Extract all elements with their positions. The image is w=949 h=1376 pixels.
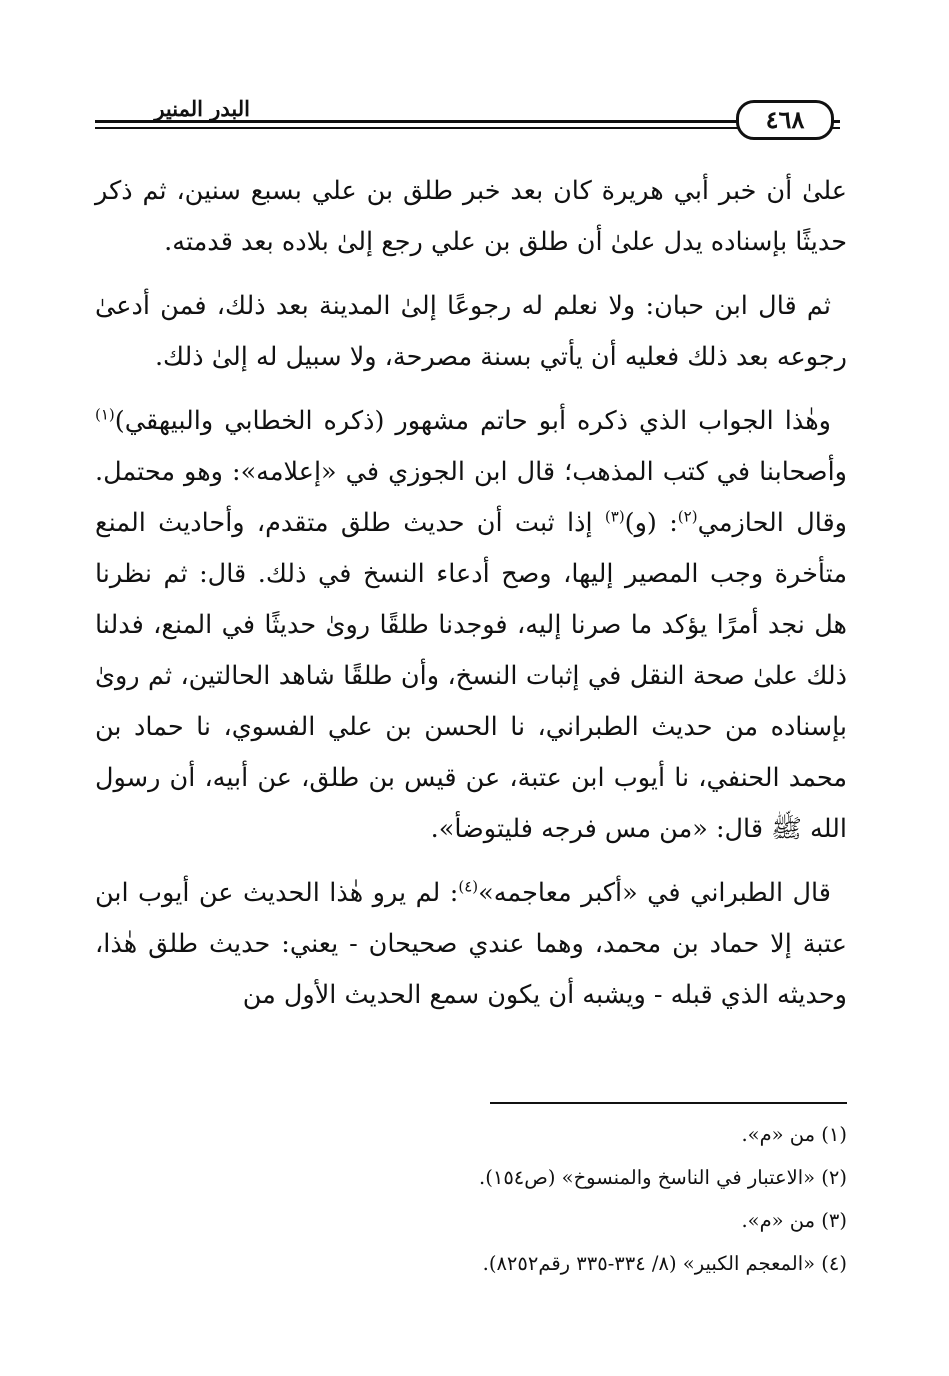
footnote-2: (٢) «الاعتبار في الناسخ والمنسوخ» (ص١٥٤). (479, 1166, 847, 1189)
paragraph-3-part-4: إذا ثبت أن حديث طلق متقدم، وأحاديث المنع متأخرة وجب المصير إليها، وصح أدعاء النسخ في ذلك. قال: ثم نظرنا هل نجد أمرًا يؤكد ما صرنا إليه، فوجدنا طلقًا روىٰ حديثًا في المنع، فدلنا ذلك علىٰ صحة النقل في إثبات النسخ، وأن طلقًا شاهد الحالتين، ثم روىٰ بإسناده من حديث الطبراني، نا الحسن بن علي الفسوي، نا حماد بن محمد الحنفي، نا أيوب ابن عتبة، عن قيس بن طلق، عن أبيه، أن رسول الله ﷺ قال: «من مس فرجه فليتوضأ». (95, 508, 847, 844)
paragraph-3 (95, 396, 847, 855)
book-title: البدر المنير (154, 96, 250, 121)
footnote-ref-1: (١) (95, 405, 115, 424)
footnote-4: (٤) «المعجم الكبير» (٨/ ٣٣٤-٣٣٥ رقم٨٢٥٢). (482, 1252, 847, 1275)
page-header (95, 96, 840, 140)
paragraph-4-part-2: : لم يرو هٰذا الحديث عن أيوب ابن عتبة إلا حماد بن محمد، وهما عندي صحيحان - يعني: حديث طلق هٰذا، وحديثه الذي قبله - ويشبه أن يكون سمع الحديث الأول من (95, 878, 847, 1010)
footnote-separator (490, 1102, 847, 1104)
paragraph-2-text: ثم قال ابن حبان: ولا نعلم له رجوعًا إلىٰ المدينة بعد ذلك، فمن أدعىٰ رجوعه بعد ذلك فعليه أن يأتي بسنة مصرحة، ولا سبيل له إلىٰ ذلك. (95, 291, 847, 372)
footnote-ref-2: (٢) (677, 507, 698, 526)
paragraph-1-text: علىٰ أن خبر أبي هريرة كان بعد خبر طلق بن علي بسبع سنين، ثم ذكر حديثًا بإسناده يدل علىٰ أن طلق بن علي رجع إلىٰ بلاده بعد قدمته. (95, 176, 847, 257)
footnote-ref-3: (٣) (604, 507, 625, 526)
paragraph-1 (95, 166, 847, 268)
page-number: ٤٦٨ (736, 100, 834, 140)
paragraph-3-part-1: وهٰذا الجواب الذي ذكره أبو حاتم مشهور (ذكره الخطابي والبيهقي) (114, 406, 831, 436)
paragraph-4 (95, 868, 847, 1021)
footnote-1: (١) من «م». (741, 1123, 847, 1146)
paragraph-2 (95, 281, 847, 383)
main-text (95, 166, 847, 1021)
footnote-3: (٣) من «م». (741, 1209, 847, 1232)
footnotes (95, 1113, 847, 1285)
header-rule-thin (95, 127, 840, 129)
paragraph-3-part-3: : (و) (624, 508, 678, 538)
paragraph-3-part-2: وأصحابنا في كتب المذهب؛ قال ابن الجوزي في «إعلامه»: وهو محتمل. وقال الحازمي (95, 457, 848, 538)
paragraph-4-part-1: قال الطبراني في «أكبر معاجمه» (478, 878, 831, 908)
footnote-ref-4: (٤) (458, 877, 479, 896)
